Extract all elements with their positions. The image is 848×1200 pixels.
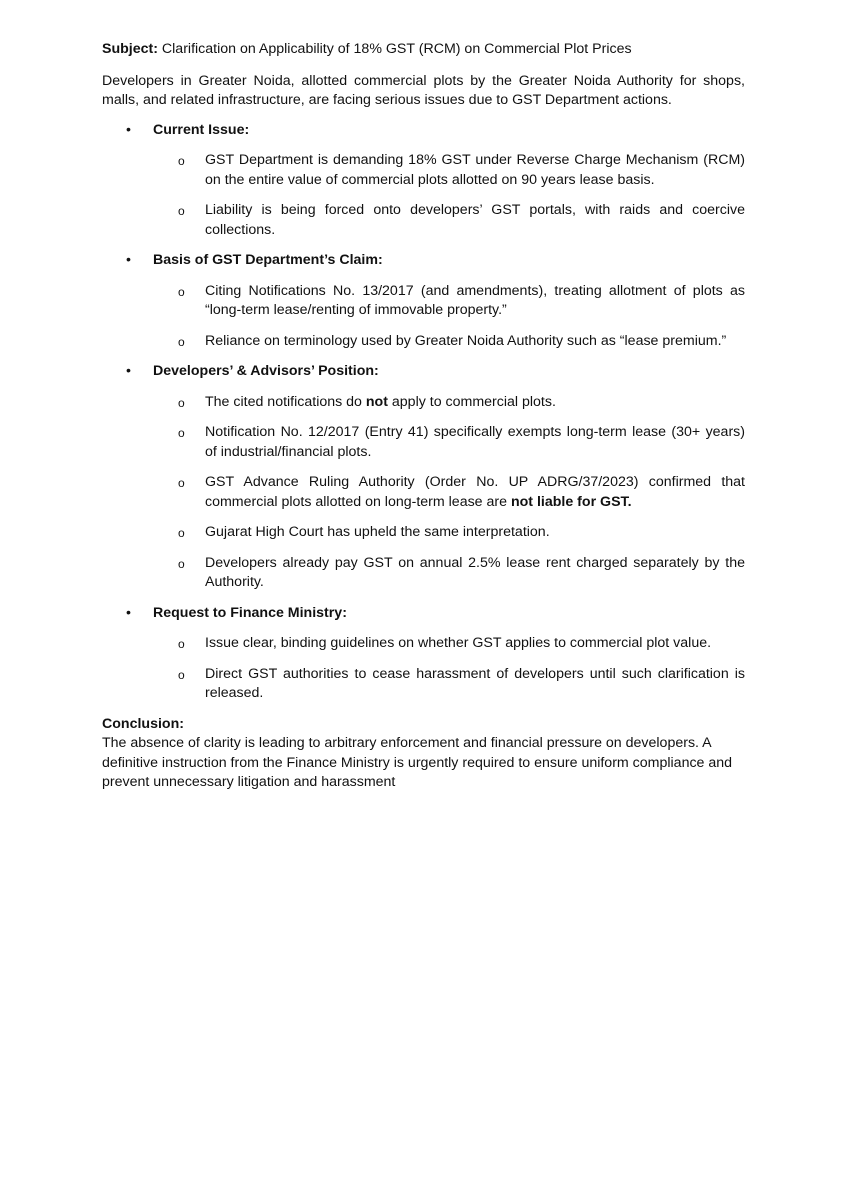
- subject-text: Clarification on Applicability of 18% GST (RCM) on Commercial Plot Prices: [157, 41, 632, 57]
- list-item: [102, 473, 745, 512]
- bullet-icon: •: [126, 604, 131, 621]
- list-item: [102, 523, 745, 543]
- conclusion-text: The absence of clarity is leading to arbitrary enforcement and financial pressure on developers. A definitive instruction from the Finance Ministry is urgently required to ensure uniform compliance and prevent unnecessary litigation and harassment: [102, 735, 733, 790]
- sub-list: [102, 282, 745, 352]
- sub-list: [102, 151, 745, 240]
- item-text: Direct GST authorities to cease harassment of developers until such clarification is released.: [205, 665, 745, 701]
- list-item: [102, 665, 745, 704]
- subject-label: Subject:: [102, 41, 158, 57]
- list-item: [102, 423, 745, 462]
- subject-line: [102, 40, 745, 60]
- sub-list: [102, 634, 745, 704]
- bullet-icon: •: [126, 121, 131, 138]
- section-heading: [102, 362, 745, 382]
- list-item: [102, 554, 745, 593]
- list-item: [102, 151, 745, 190]
- emphasis-text: not: [365, 393, 388, 410]
- item-text: Issue clear, binding guidelines on whether GST applies to commercial plot value.: [205, 635, 712, 651]
- sections-list: [102, 121, 745, 704]
- circle-bullet-icon: o: [178, 154, 185, 168]
- item-text: Notification No. 12/2017 (Entry 41) specifically exempts long-term lease (30+ years) of industrial/financial plots.: [205, 424, 745, 460]
- circle-bullet-icon: o: [178, 637, 185, 651]
- item-text: GST Advance Ruling Authority (Order No. UP ADRG/37/2023) confirmed that commercial plots allotted on long-term lease are: [205, 474, 745, 510]
- item-text: The cited notifications do: [205, 393, 366, 410]
- circle-bullet-icon: o: [178, 395, 185, 410]
- list-item: [102, 634, 745, 654]
- item-text: Liability is being forced onto developers’ GST portals, with raids and coercive collections.: [205, 202, 745, 238]
- circle-bullet-icon: o: [178, 426, 185, 440]
- section-heading-text: Current Issue:: [153, 121, 250, 138]
- list-item: [102, 332, 745, 352]
- section-heading: [102, 121, 745, 141]
- section-heading-text: Request to Finance Ministry:: [153, 604, 347, 621]
- sub-list: [102, 393, 745, 593]
- bullet-icon: •: [126, 363, 131, 379]
- section-heading-text: Developers’ & Advisors’ Position:: [153, 363, 379, 379]
- item-text: Reliance on terminology used by Greater Noida Authority such as “lease premium.”: [205, 332, 727, 349]
- circle-bullet-icon: o: [178, 476, 185, 490]
- item-text: Citing Notifications No. 13/2017 (and amendments), treating allotment of plots as “long-term lease/renting of immovable property.”: [205, 282, 745, 318]
- emphasis-text: not liable for GST.: [510, 493, 632, 510]
- list-item: [102, 282, 745, 321]
- circle-bullet-icon: o: [178, 526, 185, 540]
- item-text: Gujarat High Court has upheld the same interpretation.: [205, 524, 550, 540]
- item-text: Developers already pay GST on annual 2.5% lease rent charged separately by the Authority.: [205, 554, 745, 590]
- section-heading-text: Basis of GST Department’s Claim:: [153, 252, 383, 268]
- circle-bullet-icon: o: [178, 556, 185, 571]
- conclusion-heading: Conclusion:: [102, 715, 184, 732]
- circle-bullet-icon: o: [178, 334, 185, 349]
- intro-paragraph: Developers in Greater Noida, allotted commercial plots by the Greater Noida Authority for shops, malls, and related infrastructure, are facing serious issues due to GST Department actions.: [102, 72, 745, 108]
- bullet-icon: •: [126, 252, 131, 268]
- circle-bullet-icon: o: [178, 284, 185, 299]
- item-text: GST Department is demanding 18% GST under Reverse Charge Mechanism (RCM) on the entire value of commercial plots allotted on 90 years lease basis.: [205, 152, 745, 188]
- document-page: [102, 40, 745, 793]
- circle-bullet-icon: o: [178, 204, 185, 218]
- list-item: [102, 393, 745, 413]
- section-heading: [102, 604, 745, 624]
- item-text: apply to commercial plots.: [387, 393, 556, 410]
- list-item: [102, 201, 745, 240]
- section-heading: [102, 251, 745, 271]
- circle-bullet-icon: o: [178, 667, 185, 682]
